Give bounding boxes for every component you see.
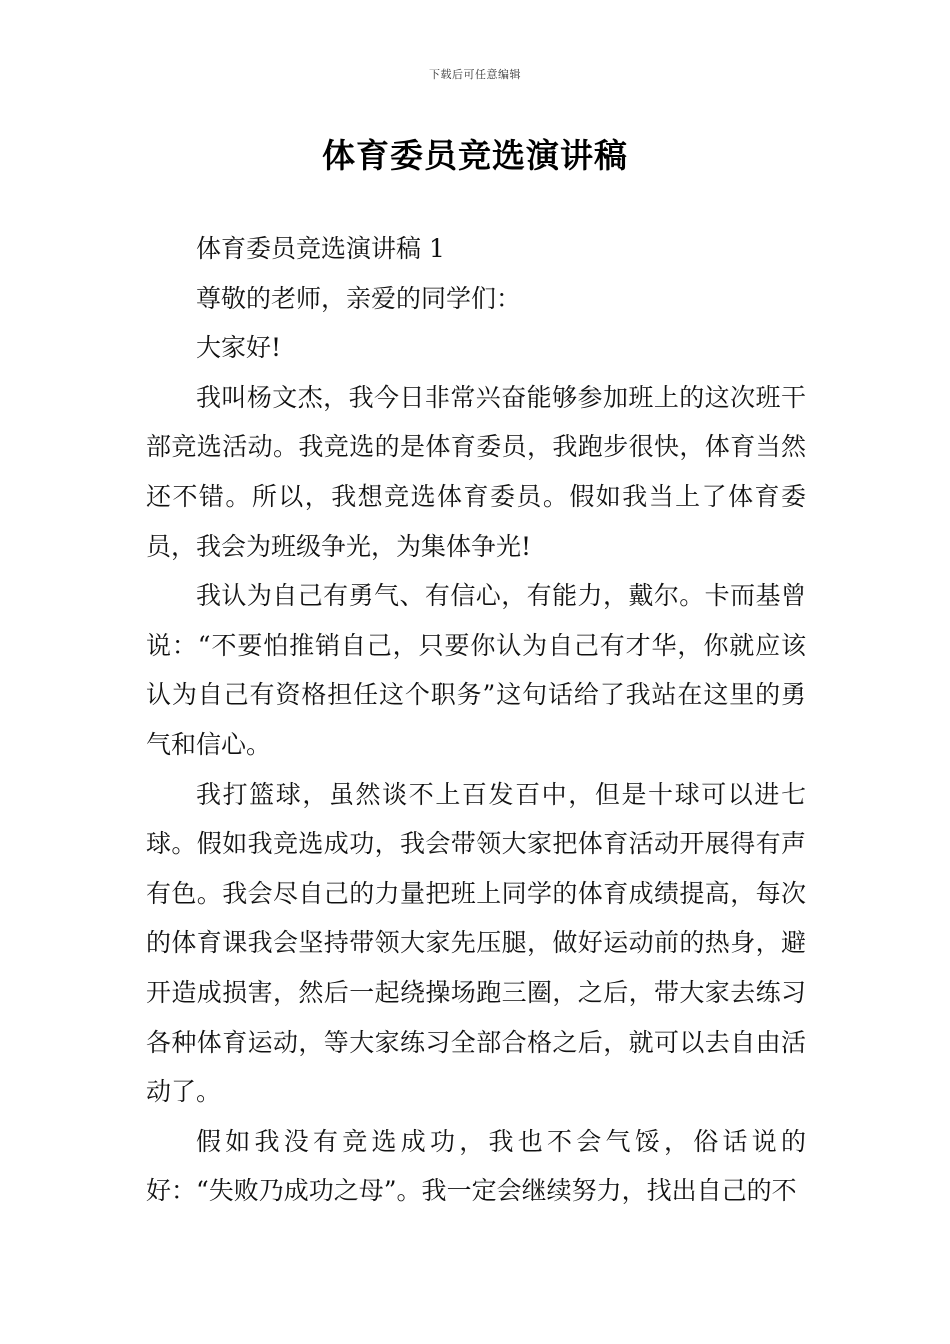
paragraph-plan: 我打篮球，虽然谈不上百发百中，但是十球可以进七球。假如我竞选成功，我会带领大家把体育活动开展得有声有色。我会尽自己的力量把班上同学的体育成绩提高，每次的体育课我会坚持带领大家先压腿，做好运动前的热身，避开造成损害，然后一起绕操场跑三圈，之后，带大家去练习各种体育运动，等大家练习全部合格之后，就可以去自由活动了。 [146,779,806,1107]
header-note: 下载后可任意编辑 [429,68,521,81]
document-body [146,224,806,1216]
section-heading: 体育委员竞选演讲稿 1 [196,234,445,263]
document-title: 体育委员竞选演讲稿 [322,136,628,175]
salutation: 尊敬的老师，亲爱的同学们： [196,283,522,313]
greeting: 大家好! [196,333,282,363]
paragraph-confidence: 我认为自己有勇气、有信心，有能力，戴尔。卡而基曾说：“不要怕推销自己，只要你认为自己有才华，你就应该认为自己有资格担任这个职务”这句话给了我站在这里的勇气和信心。 [146,581,806,759]
paragraph-introduction: 我叫杨文杰，我今日非常兴奋能够参加班上的这次班干部竞选活动。我竞选的是体育委员，我跑步很快，体育当然还不错。所以，我想竞选体育委员。假如我当上了体育委员，我会为班级争光，为集体争光! [146,382,806,561]
paragraph-if-fail: 假如我没有竞选成功，我也不会气馁，俗话说的好：“失败乃成功之母”。我一定会继续努力，找出自己的不 [146,1126,806,1206]
